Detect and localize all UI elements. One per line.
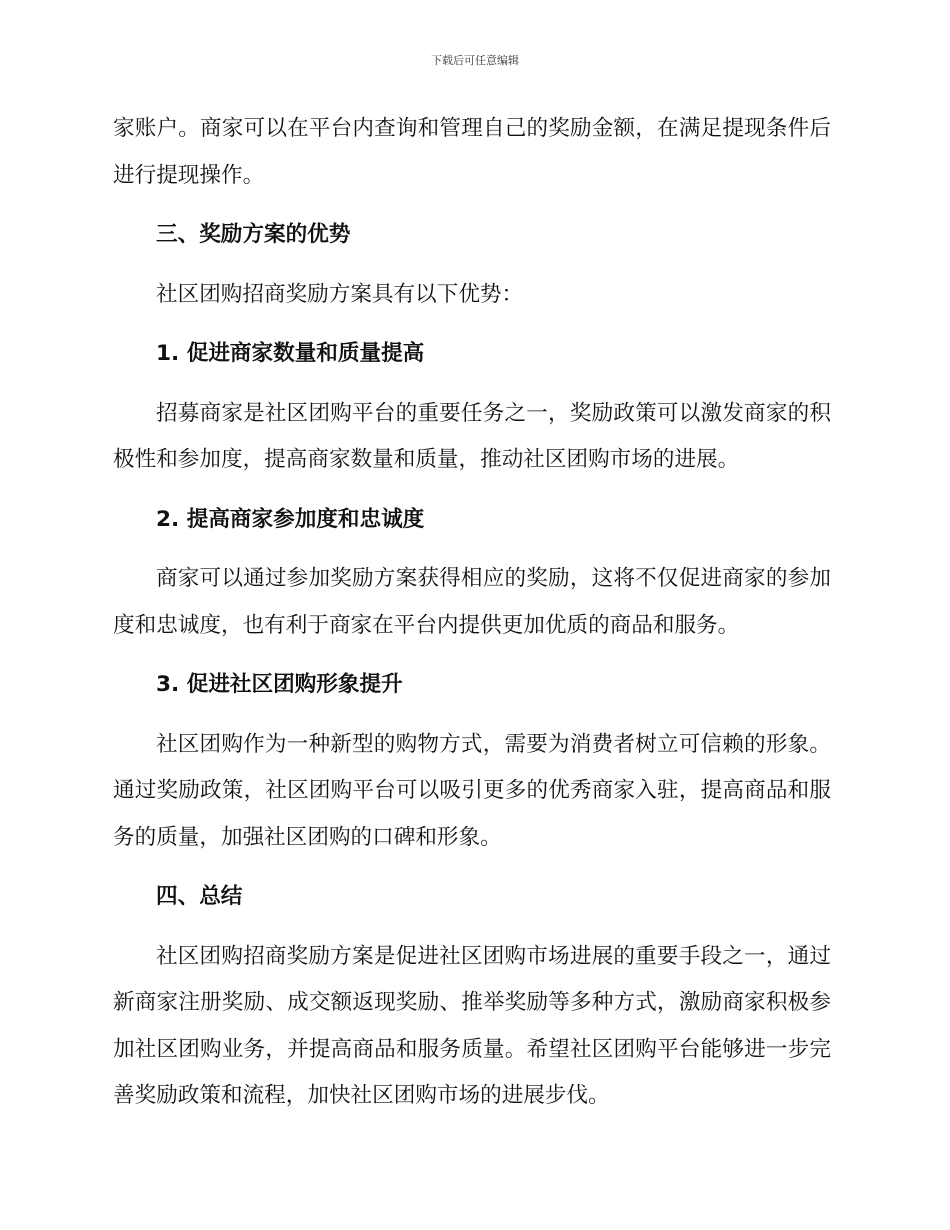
spacer bbox=[113, 484, 831, 497]
point-3-heading: 3. 促进社区团购形象提升 bbox=[156, 672, 403, 697]
section-4-heading: 四、总结 bbox=[156, 884, 243, 909]
spacer bbox=[113, 378, 831, 391]
spacer bbox=[113, 649, 831, 662]
spacer bbox=[113, 921, 831, 934]
section-3-intro-paragraph: 社区团购招商奖励方案具有以下优势： bbox=[156, 281, 524, 307]
spacer bbox=[113, 259, 831, 272]
spacer bbox=[113, 199, 831, 212]
document-body bbox=[113, 106, 831, 1120]
point-2-paragraph: 商家可以通过参加奖励方案获得相应的奖励，这将不仅促进商家的参加度和忠诚度，也有利于商家在平台内提供更加优质的商品和服务。 bbox=[113, 566, 831, 638]
header-note: 下载后可任意编辑 bbox=[431, 54, 519, 67]
intro-continuation-paragraph: 家账户。商家可以在平台内查询和管理自己的奖励金额，在满足提现条件后进行提现操作。 bbox=[113, 116, 831, 188]
point-1-heading: 1. 促进商家数量和质量提高 bbox=[156, 341, 425, 366]
section-4-paragraph: 社区团购招商奖励方案是促进社区团购市场进展的重要手段之一，通过新商家注册奖励、成交额返现奖励、推举奖励等多种方式，激励商家积极参加社区团购业务，并提高商品和服务质量。希望社区团购平台能够进一步完善奖励政策和流程，加快社区团购市场的进展步伐。 bbox=[113, 943, 831, 1108]
spacer bbox=[113, 543, 831, 556]
point-3-paragraph: 社区团购作为一种新型的购物方式，需要为消费者树立可信赖的形象。通过奖励政策，社区团购平台可以吸引更多的优秀商家入驻，提高商品和服务的质量，加强社区团购的口碑和形象。 bbox=[113, 731, 831, 850]
point-1-paragraph: 招募商家是社区团购平台的重要任务之一，奖励政策可以激发商家的积极性和参加度，提高商家数量和质量，推动社区团购市场的进展。 bbox=[113, 400, 831, 472]
spacer bbox=[113, 709, 831, 722]
point-2-heading: 2. 提高商家参加度和忠诚度 bbox=[156, 506, 425, 532]
spacer bbox=[113, 861, 831, 874]
section-3-heading: 三、奖励方案的优势 bbox=[156, 222, 351, 247]
spacer bbox=[113, 318, 831, 331]
